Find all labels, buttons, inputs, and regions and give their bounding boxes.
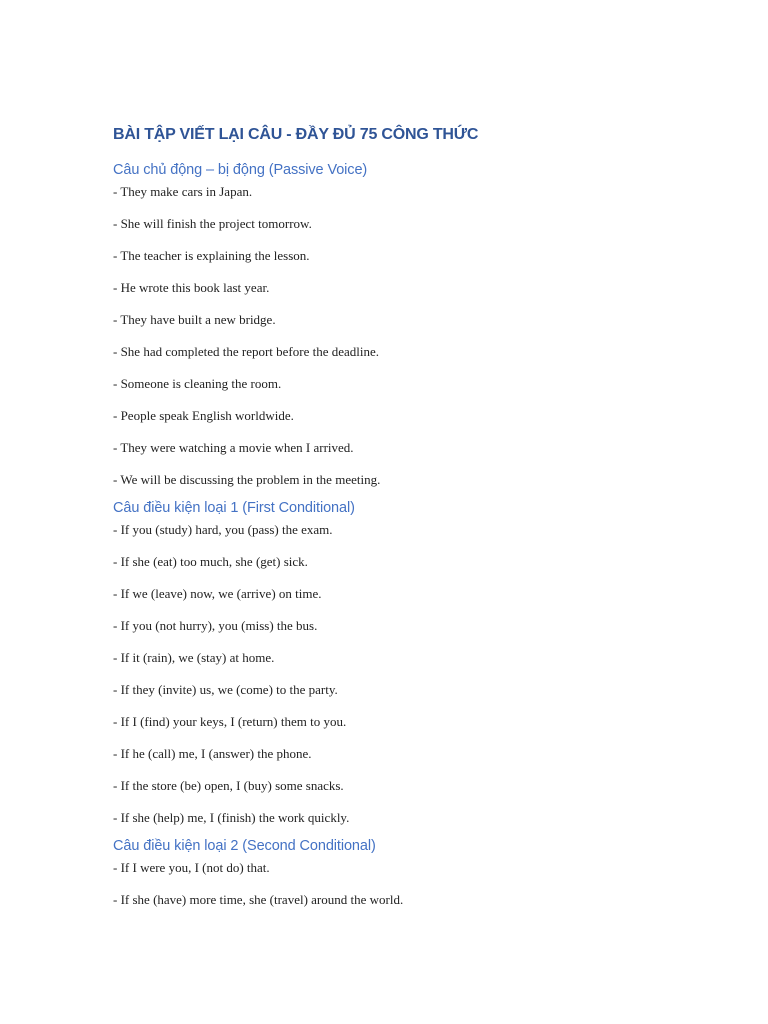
- list-item: - They were watching a movie when I arrived.: [113, 440, 354, 455]
- list-item: - If she (eat) too much, she (get) sick.: [113, 554, 308, 569]
- list-item: - If I (find) your keys, I (return) them to you.: [113, 714, 347, 729]
- document-title: BÀI TẬP VIẾT LẠI CÂU - ĐẦY ĐỦ 75 CÔNG THỨC: [113, 126, 479, 143]
- section-first-conditional: [113, 498, 673, 828]
- list-item: - The teacher is explaining the lesson.: [113, 248, 310, 263]
- document-content: [113, 124, 673, 918]
- list-item: - People speak English worldwide.: [113, 408, 294, 423]
- list-item: - If you (study) hard, you (pass) the exam.: [113, 522, 333, 537]
- list-item: - Someone is cleaning the room.: [113, 376, 282, 391]
- list-item: - We will be discussing the problem in the meeting.: [113, 472, 381, 487]
- list-item: - If the store (be) open, I (buy) some snacks.: [113, 778, 344, 793]
- section-second-conditional: [113, 836, 673, 910]
- list-item: - If it (rain), we (stay) at home.: [113, 650, 275, 665]
- list-item: - If we (leave) now, we (arrive) on time.: [113, 586, 322, 601]
- section-heading: Câu chủ động – bị động (Passive Voice): [113, 162, 368, 178]
- list-item: - He wrote this book last year.: [113, 280, 270, 295]
- list-item: - If they (invite) us, we (come) to the party.: [113, 682, 338, 697]
- list-item: - If I were you, I (not do) that.: [113, 860, 270, 875]
- list-item: - If she (have) more time, she (travel) around the world.: [113, 892, 404, 907]
- section-heading: Câu điều kiện loại 1 (First Conditional): [113, 500, 355, 516]
- list-item: - They have built a new bridge.: [113, 312, 276, 327]
- list-item: - If she (help) me, I (finish) the work quickly.: [113, 810, 350, 825]
- section-heading: Câu điều kiện loại 2 (Second Conditional): [113, 838, 376, 854]
- list-item: - They make cars in Japan.: [113, 184, 253, 199]
- list-item: - She will finish the project tomorrow.: [113, 216, 312, 231]
- section-passive-voice: [113, 160, 673, 490]
- list-item: - If he (call) me, I (answer) the phone.: [113, 746, 312, 761]
- list-item: - She had completed the report before the deadline.: [113, 344, 380, 359]
- list-item: - If you (not hurry), you (miss) the bus.: [113, 618, 318, 633]
